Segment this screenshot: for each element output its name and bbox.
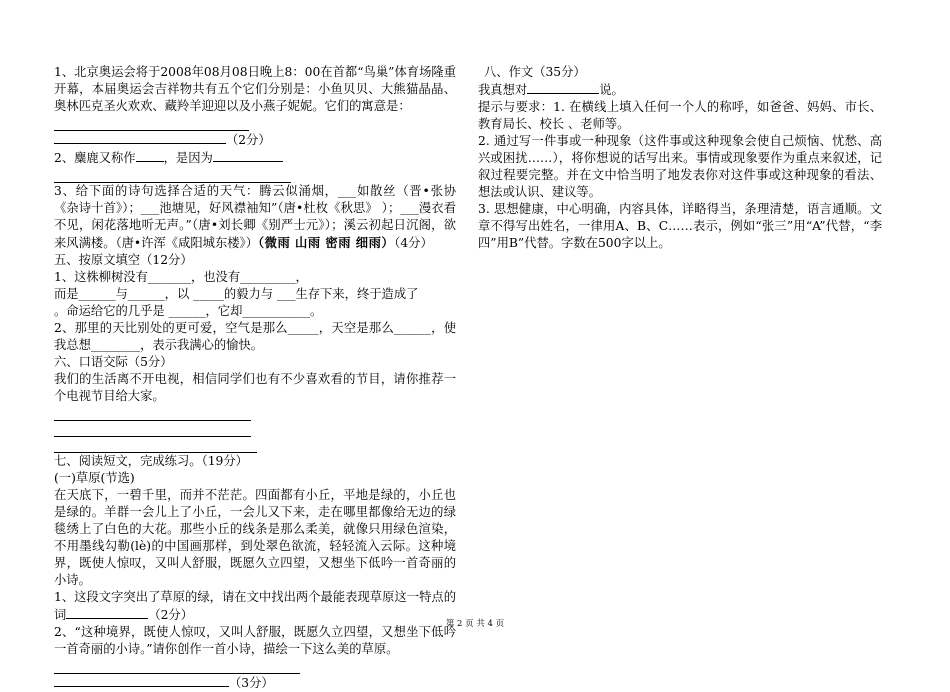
composition-prompt: 我真想对 说。 <box>478 83 624 97</box>
fill-line-2: 而是______与______，以 _____的毅力与 ___生存下来，终于造成了 <box>54 287 419 301</box>
answer-line <box>54 437 257 453</box>
answer-line <box>54 405 251 421</box>
question-1: 1、北京奥运会将于2008年08月08日晚上8：00在首都“鸟巢”体育场隆重开幕，本届奥运会吉祥物共有五个它们分别是：小鱼贝贝、大熊猫晶晶、奥林匹克圣火欢欢、藏羚羊迎迎以及小燕子妮妮。它们的寓意是： <box>54 65 456 113</box>
section-5-title: 五、按原文填空（12分） <box>54 253 193 267</box>
section-7-title: 七、阅读短文，完成练习。（19分） <box>54 454 248 468</box>
right-column <box>478 64 882 252</box>
passage-text: 在天底下，一碧千里，而并不茫茫。四面都有小丘，平地是绿的，小丘也是绿的。羊群一会儿上了小丘，一会儿又下来，走在哪里都像给无边的绿毯绣上了白色的大花。那些小丘的线条是那么柔美，就像只用绿色渲染，不用墨线勾勒(lè)的中国画那样，到处翠色欲流，轻轻流入云际。这种境界，既使人惊叹，又叫人舒服，既愿久立四望，又想坐下低吟一首奇丽的小诗。 <box>54 488 456 587</box>
composition-title: 八、作文（35分） <box>484 65 586 79</box>
reading-question-1: 1、这段文字突出了草原的绿，请在文中找出两个最能表现草原这一特点的词 （2分） <box>54 590 456 622</box>
question-2: 2、麋鹿又称作 ，是因为 <box>54 149 456 167</box>
requirement-1: 提示与要求：1. 在横线上填入任何一个人的称呼，如爸爸、妈妈、市长、教育局长、校长 、老师等。 <box>478 100 882 131</box>
answer-line <box>54 421 251 437</box>
section-6-title: 六、口语交际（5分） <box>54 355 173 369</box>
page-footer: 第 2 页 共 4 页 <box>445 619 505 629</box>
requirement-3: 3. 思想健康，中心明确，内容具体，详略得当，条理清楚，语言通顺。文章不得写出姓名，一律用A、B、C……表示，例如“张三”用“A”代替，“李四”用B”代替。字数在500字以上。 <box>478 202 882 250</box>
left-column <box>54 64 456 692</box>
fill-line-1: 1、这株柳树没有_______，也没有_________， <box>54 270 308 284</box>
answer-line <box>54 167 291 183</box>
answer-line-with-score: （3分） <box>54 674 456 692</box>
requirement-2: 2. 通过写一件事或一种现象（这件事或这种现象会使自己烦恼、忧愁、高兴或困扰……），将你想说的话写出来。事情或现象要作为重点来叙述，记叙过程要完整。并在文中恰当明了地发表你对这件事或这种现象的看法、想法或认识、建议等。 <box>478 134 882 199</box>
fill-line-3: 。命运给它的几乎是 ______，它却___________。 <box>54 304 323 318</box>
answer-line <box>54 115 249 131</box>
answer-line-with-score <box>54 131 456 149</box>
passage-title: (一)草原(节选) <box>54 471 135 485</box>
answer-line <box>54 658 300 674</box>
reading-question-2: 2、“这种境界，既使人惊叹，又叫人舒服，既愿久立四望，又想坐下低吟一首奇丽的小诗。”请你创作一首小诗，描绘一下这么美的草原。 <box>54 625 456 656</box>
score: （2分） <box>226 133 271 147</box>
weather-options: （微雨 山雨 密雨 细雨） <box>258 235 395 250</box>
question-3: 3、给下面的诗句选择合适的天气：腾云似涌烟，___如散丝（晋•张协《杂诗十首》）；___池塘见，好风襟袖知”（唐•杜枚《秋思》 ）；___漫衣看不见，闲花落地听无声。”（唐•刘长卿《别严士元》）；溪云初起日沉阁，欲来风满楼。（唐•许浑《咸阳城东楼》）（微雨 山雨 密雨 细雨）（4分） <box>54 184 456 250</box>
section-6-text: 我们的生活离不开电视，相信同学们也有不少喜欢看的节目，请你推荐一个电视节目给大家。 <box>54 372 456 403</box>
fill-line-4: 2、那里的天比别处的更可爱，空气是那么_____，天空是那么______，使我总想________，表示我满心的愉快。 <box>54 321 456 352</box>
